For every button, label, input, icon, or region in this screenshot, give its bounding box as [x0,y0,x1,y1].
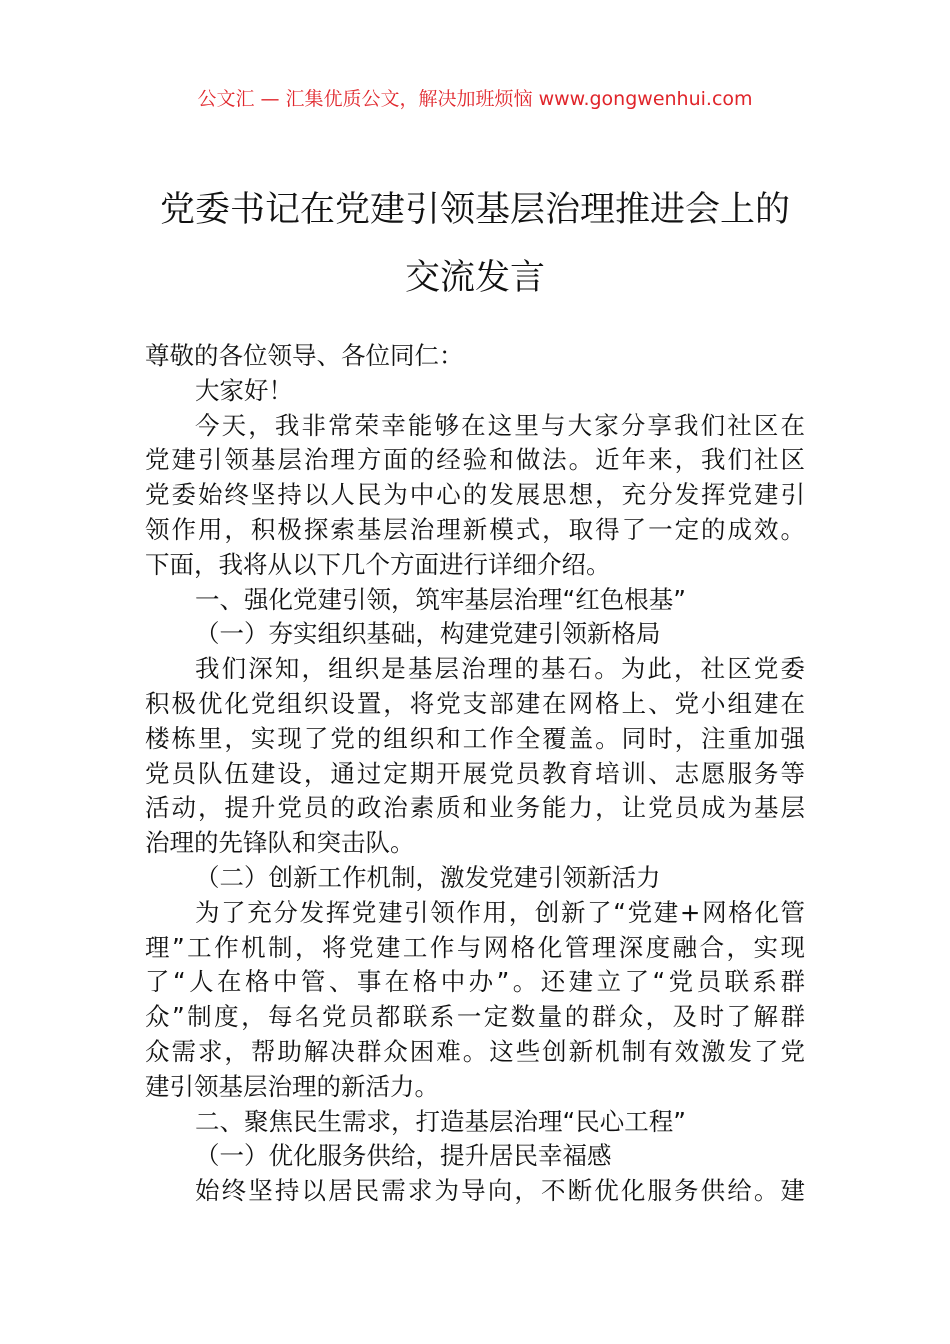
paragraph [145,409,805,583]
text-line: 始终坚持以居民需求为导向，不断优化服务供给。建 [195,1176,805,1206]
text-line: 楼栋里，实现了党的组织和工作全覆盖。同时，注重加强 [145,723,805,753]
paragraph [145,652,805,861]
text-line: 党建引领基层治理方面的经验和做法。近年来，我们社区 [145,445,805,475]
text-line: 大家好！ [195,375,293,405]
title-line: 交流发言 [404,258,545,298]
text-line: 了“人在格中管、事在格中办”。还建立了“党员联系群 [145,967,805,997]
text-line: 建引领基层治理的新活力。 [145,1071,439,1101]
paragraph [145,1139,805,1174]
document-body [145,339,805,1209]
text-line: 今天，我非常荣幸能够在这里与大家分享我们社区在 [195,410,805,440]
text-line: 党委始终坚持以人民为中心的发展思想，充分发挥党建引 [145,480,805,510]
paragraph [145,583,805,618]
text-line: 党员队伍建设，通过定期开展党员教育培训、志愿服务等 [145,758,805,788]
paragraph [145,617,805,652]
title-line: 党委书记在党建引领基层治理推进会上的 [159,190,790,230]
text-line: 众需求，帮助解决群众困难。这些创新机制有效激发了党 [145,1036,805,1066]
text-line: 一、强化党建引领，筑牢基层治理“红色根基” [195,584,686,614]
text-line: 领作用，积极探索基层治理新模式，取得了一定的成效。 [145,514,805,544]
text-line: 众”制度，每名党员都联系一定数量的群众，及时了解群 [145,1002,805,1032]
site-watermark-header: 公文汇 — 汇集优质公文，解决加班烦恼 www.gongwenhui.com [197,88,753,110]
text-line: 尊敬的各位领导、各位同仁： [145,341,464,370]
paragraph [145,339,805,374]
paragraph [145,1174,805,1209]
text-line: 我们深知，组织是基层治理的基石。为此，社区党委 [195,654,805,684]
document-title [0,176,950,312]
text-line: 治理的先锋队和突击队。 [145,828,415,858]
text-line: 积极优化党组织设置，将党支部建在网格上、党小组建在 [145,688,805,718]
text-line: （一）优化服务供给，提升居民幸福感 [195,1141,612,1171]
text-line: （一）夯实组织基础，构建党建引领新格局 [195,619,661,649]
text-line: 二、聚焦民生需求，打造基层治理“民心工程” [195,1106,686,1136]
text-line: 为了充分发挥党建引领作用，创新了“党建+网格化管 [195,897,805,927]
text-line: 活动，提升党员的政治素质和业务能力，让党员成为基层 [145,793,805,823]
text-line: （二）创新工作机制，激发党建引领新活力 [195,862,661,892]
paragraph [145,896,805,1105]
text-line: 下面，我将从以下几个方面进行详细介绍。 [145,549,611,579]
paragraph [145,861,805,896]
paragraph [145,1105,805,1140]
paragraph [145,374,805,409]
text-line: 理”工作机制，将党建工作与网格化管理深度融合，实现 [145,932,805,962]
